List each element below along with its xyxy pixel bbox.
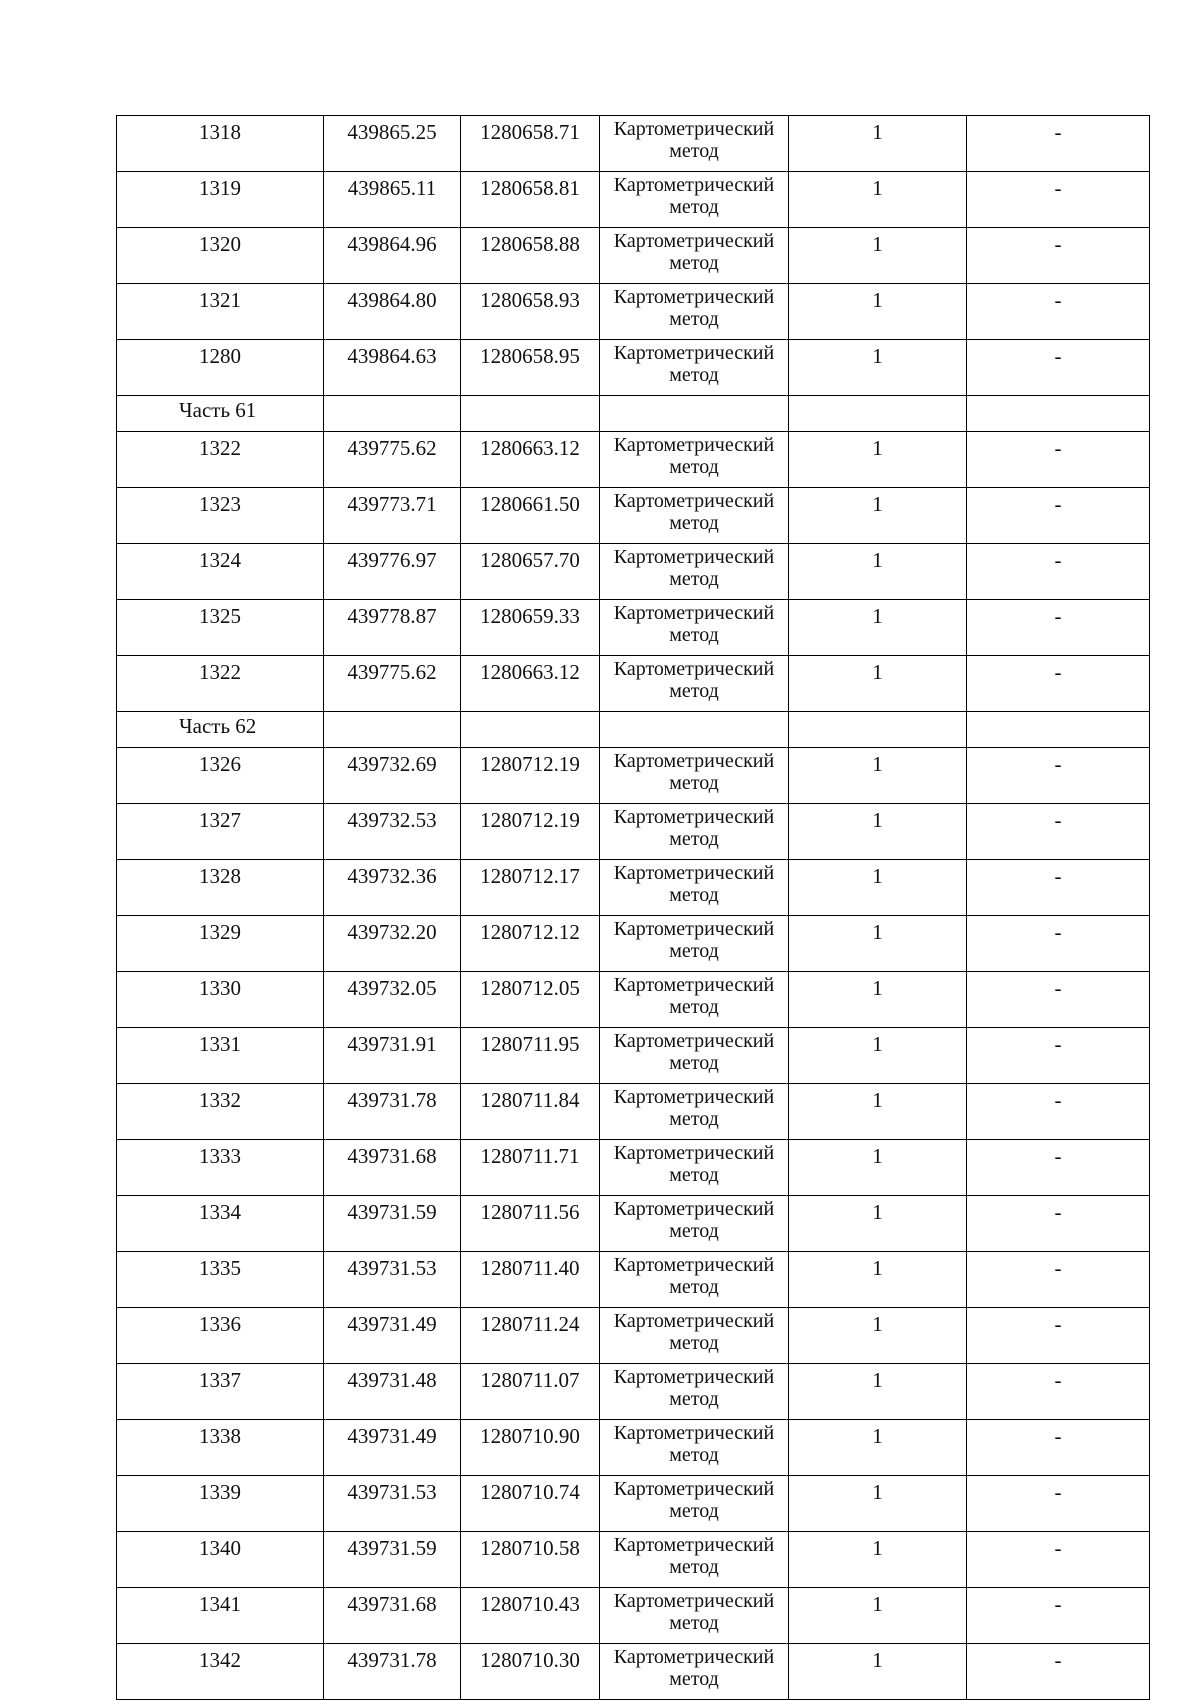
point-number-cell: 1333 bbox=[117, 1140, 324, 1196]
table-row bbox=[117, 172, 1150, 228]
note-cell: - bbox=[967, 432, 1150, 488]
table-row bbox=[117, 972, 1150, 1028]
table-row bbox=[117, 916, 1150, 972]
table-row bbox=[117, 340, 1150, 396]
method-cell: Картометрический метод bbox=[600, 916, 789, 972]
empty-cell bbox=[600, 396, 789, 432]
note-cell: - bbox=[967, 340, 1150, 396]
accuracy-cell: 1 bbox=[789, 916, 967, 972]
accuracy-cell: 1 bbox=[789, 1364, 967, 1420]
method-cell: Картометрический метод bbox=[600, 600, 789, 656]
y-coordinate-cell: 1280711.71 bbox=[461, 1140, 600, 1196]
y-coordinate-cell: 1280658.81 bbox=[461, 172, 600, 228]
x-coordinate-cell: 439865.11 bbox=[324, 172, 461, 228]
point-number-cell: 1322 bbox=[117, 656, 324, 712]
note-cell: - bbox=[967, 1252, 1150, 1308]
point-number-cell: 1342 bbox=[117, 1644, 324, 1700]
note-cell: - bbox=[967, 172, 1150, 228]
note-cell: - bbox=[967, 544, 1150, 600]
accuracy-cell: 1 bbox=[789, 544, 967, 600]
x-coordinate-cell: 439731.78 bbox=[324, 1084, 461, 1140]
note-cell: - bbox=[967, 600, 1150, 656]
x-coordinate-cell: 439731.78 bbox=[324, 1644, 461, 1700]
point-number-cell: 1321 bbox=[117, 284, 324, 340]
table-row bbox=[117, 116, 1150, 172]
table-row bbox=[117, 748, 1150, 804]
note-cell: - bbox=[967, 1196, 1150, 1252]
table-row bbox=[117, 1476, 1150, 1532]
x-coordinate-cell: 439864.96 bbox=[324, 228, 461, 284]
point-number-cell: 1334 bbox=[117, 1196, 324, 1252]
point-number-cell: 1340 bbox=[117, 1532, 324, 1588]
method-cell: Картометрический метод bbox=[600, 860, 789, 916]
accuracy-cell: 1 bbox=[789, 600, 967, 656]
x-coordinate-cell: 439775.62 bbox=[324, 656, 461, 712]
method-cell: Картометрический метод bbox=[600, 1364, 789, 1420]
note-cell: - bbox=[967, 1308, 1150, 1364]
y-coordinate-cell: 1280663.12 bbox=[461, 432, 600, 488]
method-cell: Картометрический метод bbox=[600, 544, 789, 600]
table-row bbox=[117, 1196, 1150, 1252]
x-coordinate-cell: 439773.71 bbox=[324, 488, 461, 544]
empty-cell bbox=[967, 712, 1150, 748]
note-cell: - bbox=[967, 488, 1150, 544]
accuracy-cell: 1 bbox=[789, 804, 967, 860]
point-number-cell: 1332 bbox=[117, 1084, 324, 1140]
note-cell: - bbox=[967, 748, 1150, 804]
accuracy-cell: 1 bbox=[789, 284, 967, 340]
accuracy-cell: 1 bbox=[789, 488, 967, 544]
table-row bbox=[117, 1252, 1150, 1308]
method-cell: Картометрический метод bbox=[600, 172, 789, 228]
method-cell: Картометрический метод bbox=[600, 1476, 789, 1532]
x-coordinate-cell: 439731.53 bbox=[324, 1252, 461, 1308]
note-cell: - bbox=[967, 972, 1150, 1028]
table-row bbox=[117, 1420, 1150, 1476]
point-number-cell: 1329 bbox=[117, 916, 324, 972]
y-coordinate-cell: 1280712.17 bbox=[461, 860, 600, 916]
method-cell: Картометрический метод bbox=[600, 1308, 789, 1364]
method-cell: Картометрический метод bbox=[600, 116, 789, 172]
x-coordinate-cell: 439731.68 bbox=[324, 1588, 461, 1644]
x-coordinate-cell: 439731.59 bbox=[324, 1196, 461, 1252]
point-number-cell: 1338 bbox=[117, 1420, 324, 1476]
y-coordinate-cell: 1280658.88 bbox=[461, 228, 600, 284]
accuracy-cell: 1 bbox=[789, 1588, 967, 1644]
table-row bbox=[117, 228, 1150, 284]
note-cell: - bbox=[967, 1588, 1150, 1644]
point-number-cell: 1318 bbox=[117, 116, 324, 172]
accuracy-cell: 1 bbox=[789, 1140, 967, 1196]
table-row bbox=[117, 488, 1150, 544]
method-cell: Картометрический метод bbox=[600, 1532, 789, 1588]
part-header-row bbox=[117, 712, 1150, 748]
point-number-cell: 1326 bbox=[117, 748, 324, 804]
point-number-cell: 1330 bbox=[117, 972, 324, 1028]
point-number-cell: 1327 bbox=[117, 804, 324, 860]
note-cell: - bbox=[967, 804, 1150, 860]
table-row bbox=[117, 1644, 1150, 1700]
point-number-cell: 1328 bbox=[117, 860, 324, 916]
note-cell: - bbox=[967, 916, 1150, 972]
method-cell: Картометрический метод bbox=[600, 748, 789, 804]
x-coordinate-cell: 439732.36 bbox=[324, 860, 461, 916]
method-cell: Картометрический метод bbox=[600, 656, 789, 712]
x-coordinate-cell: 439778.87 bbox=[324, 600, 461, 656]
point-number-cell: 1325 bbox=[117, 600, 324, 656]
empty-cell bbox=[789, 396, 967, 432]
accuracy-cell: 1 bbox=[789, 1420, 967, 1476]
method-cell: Картометрический метод bbox=[600, 1644, 789, 1700]
method-cell: Картометрический метод bbox=[600, 1140, 789, 1196]
note-cell: - bbox=[967, 656, 1150, 712]
note-cell: - bbox=[967, 228, 1150, 284]
method-cell: Картометрический метод bbox=[600, 488, 789, 544]
y-coordinate-cell: 1280711.24 bbox=[461, 1308, 600, 1364]
note-cell: - bbox=[967, 116, 1150, 172]
y-coordinate-cell: 1280711.84 bbox=[461, 1084, 600, 1140]
accuracy-cell: 1 bbox=[789, 656, 967, 712]
point-number-cell: 1341 bbox=[117, 1588, 324, 1644]
y-coordinate-cell: 1280711.56 bbox=[461, 1196, 600, 1252]
table-row bbox=[117, 1084, 1150, 1140]
y-coordinate-cell: 1280658.93 bbox=[461, 284, 600, 340]
x-coordinate-cell: 439731.53 bbox=[324, 1476, 461, 1532]
accuracy-cell: 1 bbox=[789, 340, 967, 396]
table-body bbox=[117, 116, 1150, 1700]
note-cell: - bbox=[967, 1476, 1150, 1532]
coordinates-table bbox=[116, 115, 1150, 1700]
y-coordinate-cell: 1280663.12 bbox=[461, 656, 600, 712]
method-cell: Картометрический метод bbox=[600, 1084, 789, 1140]
y-coordinate-cell: 1280710.30 bbox=[461, 1644, 600, 1700]
accuracy-cell: 1 bbox=[789, 1084, 967, 1140]
empty-cell bbox=[461, 396, 600, 432]
table-row bbox=[117, 600, 1150, 656]
method-cell: Картометрический метод bbox=[600, 1196, 789, 1252]
point-number-cell: 1280 bbox=[117, 340, 324, 396]
y-coordinate-cell: 1280711.40 bbox=[461, 1252, 600, 1308]
y-coordinate-cell: 1280712.19 bbox=[461, 804, 600, 860]
point-number-cell: 1335 bbox=[117, 1252, 324, 1308]
x-coordinate-cell: 439776.97 bbox=[324, 544, 461, 600]
table-row bbox=[117, 284, 1150, 340]
note-cell: - bbox=[967, 860, 1150, 916]
accuracy-cell: 1 bbox=[789, 1196, 967, 1252]
y-coordinate-cell: 1280710.43 bbox=[461, 1588, 600, 1644]
accuracy-cell: 1 bbox=[789, 1028, 967, 1084]
accuracy-cell: 1 bbox=[789, 1644, 967, 1700]
y-coordinate-cell: 1280711.95 bbox=[461, 1028, 600, 1084]
table-row bbox=[117, 1140, 1150, 1196]
y-coordinate-cell: 1280659.33 bbox=[461, 600, 600, 656]
note-cell: - bbox=[967, 1028, 1150, 1084]
y-coordinate-cell: 1280712.05 bbox=[461, 972, 600, 1028]
method-cell: Картометрический метод bbox=[600, 804, 789, 860]
x-coordinate-cell: 439731.68 bbox=[324, 1140, 461, 1196]
x-coordinate-cell: 439731.91 bbox=[324, 1028, 461, 1084]
empty-cell bbox=[600, 712, 789, 748]
y-coordinate-cell: 1280711.07 bbox=[461, 1364, 600, 1420]
point-number-cell: 1323 bbox=[117, 488, 324, 544]
y-coordinate-cell: 1280710.74 bbox=[461, 1476, 600, 1532]
accuracy-cell: 1 bbox=[789, 1532, 967, 1588]
empty-cell bbox=[324, 712, 461, 748]
accuracy-cell: 1 bbox=[789, 1252, 967, 1308]
accuracy-cell: 1 bbox=[789, 116, 967, 172]
note-cell: - bbox=[967, 1364, 1150, 1420]
table-row bbox=[117, 860, 1150, 916]
table-row bbox=[117, 432, 1150, 488]
x-coordinate-cell: 439732.69 bbox=[324, 748, 461, 804]
x-coordinate-cell: 439731.48 bbox=[324, 1364, 461, 1420]
point-number-cell: 1322 bbox=[117, 432, 324, 488]
x-coordinate-cell: 439732.05 bbox=[324, 972, 461, 1028]
x-coordinate-cell: 439865.25 bbox=[324, 116, 461, 172]
accuracy-cell: 1 bbox=[789, 748, 967, 804]
y-coordinate-cell: 1280712.19 bbox=[461, 748, 600, 804]
note-cell: - bbox=[967, 1644, 1150, 1700]
table-row bbox=[117, 544, 1150, 600]
empty-cell bbox=[461, 712, 600, 748]
note-cell: - bbox=[967, 1140, 1150, 1196]
method-cell: Картометрический метод bbox=[600, 228, 789, 284]
x-coordinate-cell: 439732.53 bbox=[324, 804, 461, 860]
empty-cell bbox=[967, 396, 1150, 432]
point-number-cell: 1331 bbox=[117, 1028, 324, 1084]
accuracy-cell: 1 bbox=[789, 172, 967, 228]
table-row bbox=[117, 804, 1150, 860]
method-cell: Картометрический метод bbox=[600, 1252, 789, 1308]
table-row bbox=[117, 656, 1150, 712]
table-row bbox=[117, 1308, 1150, 1364]
point-number-cell: 1324 bbox=[117, 544, 324, 600]
table-row bbox=[117, 1364, 1150, 1420]
y-coordinate-cell: 1280661.50 bbox=[461, 488, 600, 544]
point-number-cell: 1319 bbox=[117, 172, 324, 228]
x-coordinate-cell: 439732.20 bbox=[324, 916, 461, 972]
method-cell: Картометрический метод bbox=[600, 340, 789, 396]
y-coordinate-cell: 1280658.95 bbox=[461, 340, 600, 396]
accuracy-cell: 1 bbox=[789, 860, 967, 916]
x-coordinate-cell: 439731.59 bbox=[324, 1532, 461, 1588]
method-cell: Картометрический метод bbox=[600, 972, 789, 1028]
note-cell: - bbox=[967, 284, 1150, 340]
point-number-cell: 1336 bbox=[117, 1308, 324, 1364]
accuracy-cell: 1 bbox=[789, 432, 967, 488]
method-cell: Картометрический метод bbox=[600, 1420, 789, 1476]
y-coordinate-cell: 1280712.12 bbox=[461, 916, 600, 972]
point-number-cell: 1320 bbox=[117, 228, 324, 284]
accuracy-cell: 1 bbox=[789, 972, 967, 1028]
accuracy-cell: 1 bbox=[789, 228, 967, 284]
point-number-cell: 1339 bbox=[117, 1476, 324, 1532]
accuracy-cell: 1 bbox=[789, 1476, 967, 1532]
method-cell: Картометрический метод bbox=[600, 1028, 789, 1084]
method-cell: Картометрический метод bbox=[600, 284, 789, 340]
x-coordinate-cell: 439864.80 bbox=[324, 284, 461, 340]
x-coordinate-cell: 439731.49 bbox=[324, 1308, 461, 1364]
x-coordinate-cell: 439731.49 bbox=[324, 1420, 461, 1476]
method-cell: Картометрический метод bbox=[600, 432, 789, 488]
part-title: Часть 61 bbox=[117, 396, 324, 432]
x-coordinate-cell: 439775.62 bbox=[324, 432, 461, 488]
y-coordinate-cell: 1280710.58 bbox=[461, 1532, 600, 1588]
x-coordinate-cell: 439864.63 bbox=[324, 340, 461, 396]
y-coordinate-cell: 1280658.71 bbox=[461, 116, 600, 172]
note-cell: - bbox=[967, 1084, 1150, 1140]
y-coordinate-cell: 1280710.90 bbox=[461, 1420, 600, 1476]
note-cell: - bbox=[967, 1420, 1150, 1476]
empty-cell bbox=[324, 396, 461, 432]
empty-cell bbox=[789, 712, 967, 748]
accuracy-cell: 1 bbox=[789, 1308, 967, 1364]
table-row bbox=[117, 1588, 1150, 1644]
point-number-cell: 1337 bbox=[117, 1364, 324, 1420]
part-title: Часть 62 bbox=[117, 712, 324, 748]
part-header-row bbox=[117, 396, 1150, 432]
table-row bbox=[117, 1028, 1150, 1084]
method-cell: Картометрический метод bbox=[600, 1588, 789, 1644]
table-row bbox=[117, 1532, 1150, 1588]
note-cell: - bbox=[967, 1532, 1150, 1588]
y-coordinate-cell: 1280657.70 bbox=[461, 544, 600, 600]
